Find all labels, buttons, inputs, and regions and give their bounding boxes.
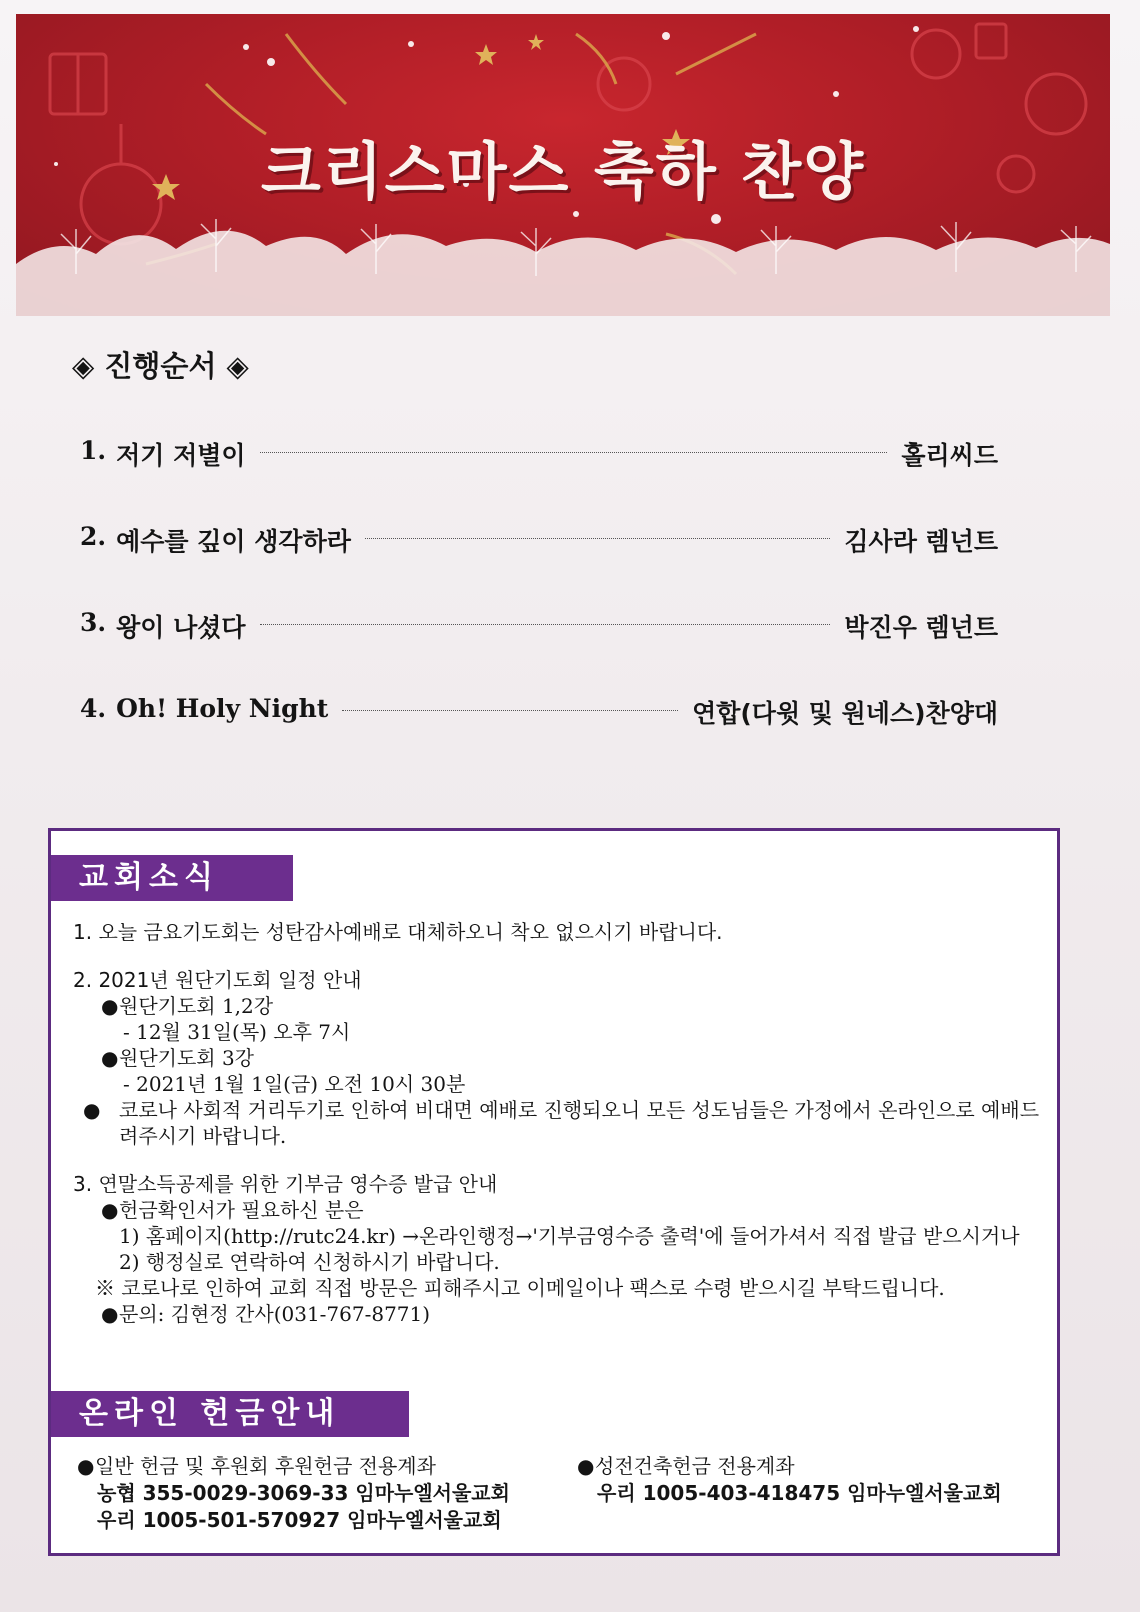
account-label <box>77 1453 510 1480</box>
news-detail: - 12월 31일(목) 오후 7시 <box>123 1020 351 1044</box>
news-bullet <box>73 1097 1043 1149</box>
news-bullet-text: 원단기도회 3강 <box>119 1046 255 1070</box>
news-item-1 <box>73 919 1043 945</box>
bullet-icon: ● <box>101 994 119 1018</box>
news-bullet <box>73 1045 1043 1071</box>
church-news-tag: 교회소식 <box>51 855 293 901</box>
account-number: 농협 355-0029-3069-33 임마누엘서울교회 <box>97 1481 510 1505</box>
news-bullet <box>73 1197 1043 1223</box>
news-bullet-text: 헌금확인서가 필요하신 분은 <box>119 1198 364 1222</box>
news-bullet <box>73 993 1043 1019</box>
account-label <box>577 1453 1002 1480</box>
program-heading: ◈ 진행순서 ◈ <box>72 349 249 383</box>
general-offering-accounts <box>77 1453 510 1534</box>
bullet-icon: ● <box>101 1302 119 1326</box>
program-item <box>80 522 998 608</box>
program-number: 1. <box>80 436 107 465</box>
news-detail: - 2021년 1월 1일(금) 오전 10시 30분 <box>123 1072 466 1096</box>
dotted-leader <box>260 436 888 453</box>
banner-title: 크리스마스 축하 찬양 <box>260 135 866 208</box>
bullet-icon: ● <box>101 1046 119 1070</box>
news-item-heading: 3. 연말소득공제를 위한 기부금 영수증 발급 안내 <box>73 1172 498 1196</box>
bullet-icon: ● <box>101 1198 119 1222</box>
news-bullet-text: 문의: 김현정 간사(031-767-8771) <box>119 1302 431 1326</box>
news-bullet <box>73 1301 1043 1327</box>
program-performer: 연합(다윗 및 원네스)찬양대 <box>692 699 998 728</box>
program-item <box>80 436 998 522</box>
program-item <box>80 608 998 694</box>
news-bullet-text: 원단기도회 1,2강 <box>119 994 274 1018</box>
program-title: 왕이 나셨다 <box>116 613 246 642</box>
online-offering-tag: 온라인 헌금안내 <box>51 1391 409 1437</box>
program-list <box>80 436 998 780</box>
program-number: 4. <box>80 694 107 723</box>
account-label-text: 일반 헌금 및 후원회 후원헌금 전용계좌 <box>95 1454 436 1478</box>
program-number: 2. <box>80 522 107 551</box>
account-number: 우리 1005-501-570927 임마누엘서울교회 <box>97 1508 502 1532</box>
news-detail: 2) 행정실로 연락하여 신청하시기 바랍니다. <box>119 1250 500 1274</box>
news-bullet-text: 코로나 사회적 거리두기로 인하여 비대면 예배로 진행되오니 모든 성도님들은 가정에서 온라인으로 예배드려주시기 바랍니다. <box>119 1098 1040 1148</box>
program-title: 저기 저별이 <box>116 441 246 470</box>
news-item-3 <box>73 1171 1043 1327</box>
christmas-banner <box>16 14 1110 316</box>
dotted-leader <box>365 522 831 539</box>
program-performer: 홀리씨드 <box>901 441 998 470</box>
news-item-text: 1. 오늘 금요기도회는 성탄감사예배로 대체하오니 착오 없으시기 바랍니다. <box>73 920 723 944</box>
program-performer: 김사라 렘넌트 <box>844 527 998 556</box>
news-detail: 1) 홈페이지(http://rutc24.kr) →온라인행정→'기부금영수증 출력'에 들어가셔서 직접 발급 받으시거나 <box>119 1224 1020 1248</box>
church-news-body <box>73 919 1043 1349</box>
program-performer: 박진우 렘넌트 <box>844 613 998 642</box>
news-item-heading: 2. 2021년 원단기도회 일정 안내 <box>73 968 362 992</box>
church-news-box <box>48 828 1060 1556</box>
program-title: Oh! Holy Night <box>116 694 329 723</box>
bullet-icon: ● <box>77 1454 95 1478</box>
account-label-text: 성전건축헌금 전용계좌 <box>595 1454 795 1478</box>
dotted-leader <box>260 608 831 625</box>
bullet-icon: ● <box>577 1454 595 1478</box>
program-title: 예수를 깊이 생각하라 <box>116 527 351 556</box>
account-number: 우리 1005-403-418475 임마누엘서울교회 <box>597 1481 1002 1505</box>
news-note: ※ 코로나로 인하여 교회 직접 방문은 피해주시고 이메일이나 팩스로 수령 받으시길 부탁드립니다. <box>95 1276 945 1300</box>
program-item <box>80 694 998 780</box>
program-number: 3. <box>80 608 107 637</box>
bullet-icon: ● <box>83 1098 101 1122</box>
dotted-leader <box>342 694 678 711</box>
news-item-2 <box>73 967 1043 1149</box>
building-offering-accounts <box>577 1453 1002 1507</box>
